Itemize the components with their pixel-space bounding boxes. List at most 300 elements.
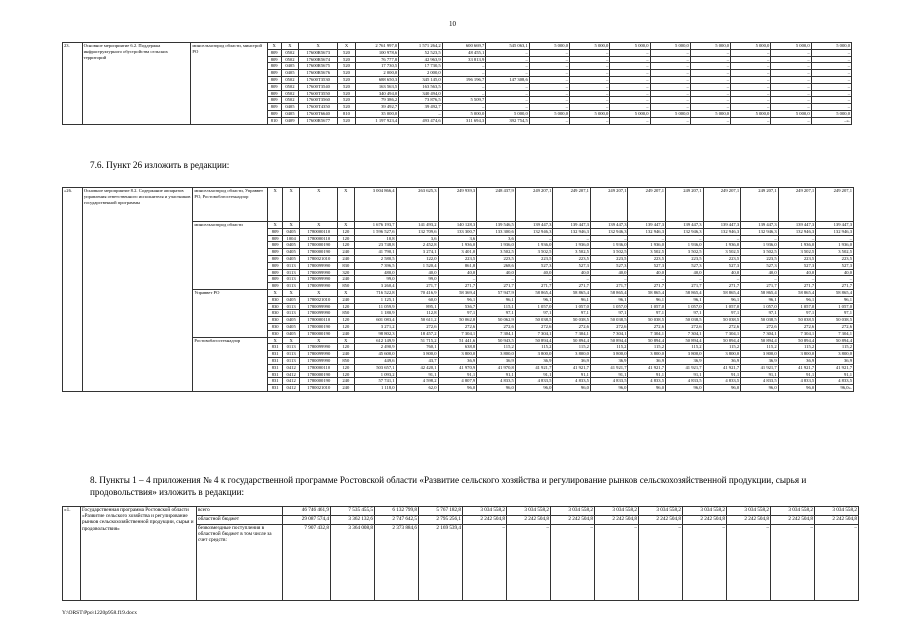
table-cell: 249 207,1 xyxy=(778,188,816,222)
table-cell: 97,1 xyxy=(515,310,553,317)
table-row xyxy=(63,43,852,50)
table-cell: 96,1 xyxy=(438,296,477,303)
table-cell: – xyxy=(703,276,741,283)
table-cell: 7 304,1 xyxy=(477,330,516,337)
table-cell: 831 xyxy=(268,351,282,358)
table-cell: – xyxy=(690,56,730,63)
table-cell: – xyxy=(570,49,610,56)
table-cell: 809 xyxy=(268,228,282,235)
table-cell: 831 xyxy=(268,378,282,385)
table-cell: – xyxy=(778,235,816,242)
table-cell: 2 169 539,4 xyxy=(419,525,463,601)
table-cell: 272,6 xyxy=(816,323,854,330)
table-cell: – xyxy=(690,104,730,111)
table-cell: 5 509,7 xyxy=(442,97,486,104)
table-cell: – xyxy=(650,70,690,77)
table-cell: 0405 xyxy=(282,296,300,303)
table-cell: 1 936,0 xyxy=(666,242,704,249)
table-cell: 1 057,0 xyxy=(628,303,666,310)
table-cell: – xyxy=(486,90,530,97)
table-cell: 42 420,1 xyxy=(396,364,438,371)
table-cell: 830 xyxy=(268,296,282,303)
table-cell: – xyxy=(690,97,730,104)
table-cell: 122,0 xyxy=(396,255,438,262)
table-cell: 3 502,5 xyxy=(477,249,516,256)
table-cell: 50 943,5 xyxy=(477,337,516,344)
table-cell: – xyxy=(486,49,530,56)
table-cell: 809 xyxy=(267,83,281,90)
table-cell: 7 304,1 xyxy=(741,330,779,337)
table-cell: 1 676 193,7 xyxy=(354,222,396,229)
table-cell: 115,2 xyxy=(778,344,816,351)
table-cell: – xyxy=(666,235,704,242)
table-cell: 5 000,0 xyxy=(690,110,730,117)
table-cell: 2 242 504,8 xyxy=(771,516,815,525)
table-cell: 91,1 xyxy=(816,371,854,378)
table-cell: – xyxy=(771,56,811,63)
table-cell: 132 946,3 xyxy=(515,228,553,235)
table-cell: 240 xyxy=(338,330,355,337)
table-cell: 5 000,0 xyxy=(529,110,569,117)
table-cell: 0502 xyxy=(281,97,298,104)
table-cell: – xyxy=(690,70,730,77)
table-cell: 340 494,0 xyxy=(355,90,399,97)
table-cell: 1780000190 xyxy=(300,323,338,330)
table-cell: 809 xyxy=(268,283,282,290)
table-cell: 51 715,2 xyxy=(396,337,438,344)
table-cell: 638,8 xyxy=(438,344,477,351)
table-cell: 1780000110 xyxy=(300,235,338,242)
funding-source-label: безвозмездные поступления в областной бюджет в том числе за счет средств: xyxy=(197,525,283,601)
table-cell: 40,0 xyxy=(590,269,628,276)
table-cell: 850 xyxy=(338,310,355,317)
table-cell: 139 447,3 xyxy=(816,222,854,229)
table-cell: – xyxy=(486,56,530,63)
table-cell: 50 038,5 xyxy=(778,317,816,324)
table-cell: – xyxy=(811,76,851,83)
table-cell: 41 970,8 xyxy=(477,364,516,371)
table-cell: 3 034 558,2 xyxy=(815,507,859,516)
table-cell: – xyxy=(731,56,771,63)
table-cell: 39 492,7 xyxy=(399,104,443,111)
table-cell: 163 563,5 xyxy=(399,83,443,90)
table-cell: – xyxy=(690,83,730,90)
table-cell: 41 921,7 xyxy=(778,364,816,371)
table-cell: 139 447,3 xyxy=(515,222,553,229)
table-cell: 3 034 558,2 xyxy=(507,507,551,516)
table-cell: 6 132 799,8 xyxy=(375,507,419,516)
table-cell: 115,2 xyxy=(477,344,516,351)
table-cell: 17600T6640 xyxy=(299,110,338,117)
table-cell: – xyxy=(771,63,811,70)
table-cell: 809 xyxy=(267,56,281,63)
table-cell: 536,7 xyxy=(438,303,477,310)
table-cell: 240 xyxy=(338,385,355,392)
table-cell: 3 502,5 xyxy=(628,249,666,256)
table-cell: 1 936,0 xyxy=(628,242,666,249)
table-cell: 112,8 xyxy=(396,310,438,317)
table-cell: 3 800,0 xyxy=(515,351,553,358)
table-cell: – xyxy=(529,63,569,70)
table-cell: 895,1 xyxy=(396,303,438,310)
table-cell: 41 790,1 xyxy=(354,249,396,256)
table-cell: 96,0 xyxy=(778,385,816,392)
table-cell: 50 894,4 xyxy=(816,337,854,344)
table-cell: – xyxy=(731,63,771,70)
table-cell: 40,0 xyxy=(628,269,666,276)
table-cell: – xyxy=(741,276,779,283)
table-cell: – xyxy=(731,90,771,97)
table-cell: 96,0 xyxy=(553,385,591,392)
table-cell: 35 000,0 xyxy=(355,110,399,117)
table-cell: 40,0 xyxy=(477,269,516,276)
table-cell: 7 304,1 xyxy=(628,330,666,337)
table-cell: – xyxy=(731,76,771,83)
table-cell: 0405 xyxy=(281,110,298,117)
table-cell: 50 062,8 xyxy=(438,317,477,324)
table-cell: – xyxy=(650,97,690,104)
table-cell: 271,7 xyxy=(396,283,438,290)
table-cell: 1780099990 xyxy=(300,351,338,358)
table-cell: 132 946,3 xyxy=(553,228,591,235)
table-cell: 4 833,5 xyxy=(666,378,704,385)
table-cell: 99,0 xyxy=(396,276,438,283)
section-heading-8: 8. Пункты 1 – 4 приложения № 4 к государственной программе Ростовской области «Развитие сельского хозяйства и регулирование рынков сельскохозяйственной продукции, сырья и продовольствия» изложить в редакции: xyxy=(90,475,807,497)
table-cell: 831 xyxy=(268,344,282,351)
table-cell: 1 125,1 xyxy=(354,296,396,303)
table-cell: 48 455,1 xyxy=(442,49,486,56)
table-cell: 3 502,5 xyxy=(741,249,779,256)
table-cell: 527,3 xyxy=(590,262,628,269)
table-cell: 3 800,0 xyxy=(438,351,477,358)
table-cell: – xyxy=(639,525,683,601)
table-cell: X xyxy=(268,222,282,229)
table-cell: 97,1 xyxy=(741,310,779,317)
table-cell: 39 492,7 xyxy=(355,104,399,111)
table-cell: 223,5 xyxy=(741,255,779,262)
table-cell: – xyxy=(690,117,730,124)
table-cell: 60,0 xyxy=(396,296,438,303)
table-cell: 50 038,5 xyxy=(590,317,628,324)
table-cell: 809 xyxy=(267,63,281,70)
table-cell: – xyxy=(610,63,650,70)
table-cell: 17600R5676 xyxy=(299,70,338,77)
table-cell: 50 038,5 xyxy=(628,317,666,324)
table-cell: 223,5 xyxy=(553,255,591,262)
table-cell: X xyxy=(282,337,300,344)
table-cell: – xyxy=(610,117,650,124)
table-cell: 7 304,1 xyxy=(778,330,816,337)
table-cell: 3 034 558,2 xyxy=(683,507,727,516)
table-cell: 271,7 xyxy=(628,283,666,290)
table-cell: 133 300,6 xyxy=(477,228,516,235)
table-cell: 57 947,9 xyxy=(477,289,516,296)
table-cell: 809 xyxy=(268,269,282,276)
table-cell: X xyxy=(300,222,338,229)
table-cell: – xyxy=(486,63,530,70)
table-cell: 223,5 xyxy=(438,255,477,262)
table-cell: 2 452,8 xyxy=(396,242,438,249)
table-cell: – xyxy=(731,117,771,124)
table-cell: 249 939,3 xyxy=(438,188,477,222)
table-cell: 263 625,3 xyxy=(396,188,438,222)
table-cell: 527,3 xyxy=(666,262,704,269)
table-cell: 1780099990 xyxy=(300,310,338,317)
table-cell: – xyxy=(610,97,650,104)
table-cell: 3 800,0 xyxy=(666,351,704,358)
table-cell: 50 894,4 xyxy=(628,337,666,344)
table-cell: 3 401,0 xyxy=(438,249,477,256)
table-cell: 2 761 997,0 xyxy=(355,43,399,50)
table-cell: – xyxy=(610,49,650,56)
table-cell: 1 936,0 xyxy=(703,242,741,249)
table-cell: 5 000,0 xyxy=(731,43,771,50)
table-cell: – xyxy=(610,76,650,83)
table-cell: 41 921,7 xyxy=(628,364,666,371)
table-cell: 2 000,0 xyxy=(355,70,399,77)
table-cell: 52 523,5 xyxy=(399,49,443,56)
table-cell: 1 093,2 xyxy=(354,371,396,378)
table-cell: – xyxy=(610,70,650,77)
table-cell: – xyxy=(727,525,771,601)
table-cell: X xyxy=(300,289,338,296)
responsible-executor: минсельхозпрод области, Управвет РО, Ростовоблгостехнадзор xyxy=(193,188,268,222)
table-cell: 5 000,0 xyxy=(486,110,530,117)
table-cell: – xyxy=(610,104,650,111)
table-cell: 132 946,3 xyxy=(666,228,704,235)
table-cell: 0113 xyxy=(282,283,300,290)
table-cell: 50 038,5 xyxy=(703,317,741,324)
table-cell: 23 748,8 xyxy=(354,242,396,249)
table-cell: – xyxy=(590,235,628,242)
table-cell: 3 034 558,2 xyxy=(639,507,683,516)
table-cell: – xyxy=(570,117,610,124)
table-cell: 830 xyxy=(268,310,282,317)
table-cell: 4 833,5 xyxy=(553,378,591,385)
table-cell: 0405 xyxy=(282,323,300,330)
table-cell: 5 000,0 xyxy=(690,43,730,50)
table-cell: 36,9 xyxy=(438,357,477,364)
table-cell: 96,0 xyxy=(741,385,779,392)
table-cell: X xyxy=(338,43,355,50)
table-cell: 50 894,4 xyxy=(590,337,628,344)
table-cell: – xyxy=(690,63,730,70)
table-cell: 248 437,9 xyxy=(477,188,516,222)
table-cell: 809 xyxy=(268,249,282,256)
table-cell: 3 004 866,4 xyxy=(354,188,396,222)
table-cell: 0113 xyxy=(282,357,300,364)
table-cell: 4 833,5 xyxy=(703,378,741,385)
table-cell: 830 xyxy=(268,317,282,324)
table-cell: 809 xyxy=(267,97,281,104)
table-cell: 272,6 xyxy=(396,323,438,330)
table-cell: – xyxy=(650,56,690,63)
table-cell: X xyxy=(338,337,355,344)
table-cell: 139 447,3 xyxy=(666,222,704,229)
table-cell: 132 946,3 xyxy=(703,228,741,235)
table-cell: 809 xyxy=(268,262,282,269)
table-cell: X xyxy=(268,337,282,344)
table-cell: 3 034 558,2 xyxy=(551,507,595,516)
table-cell: – xyxy=(690,90,730,97)
table-cell: 50 894,4 xyxy=(703,337,741,344)
table-cell: 861,8 xyxy=(438,262,477,269)
table-cell: 527,3 xyxy=(816,262,854,269)
table-cell: 120 xyxy=(338,323,355,330)
table-cell: 1780099990 xyxy=(300,276,338,283)
table-cell: – xyxy=(771,49,811,56)
table-cell: 850 xyxy=(338,283,355,290)
table-cell: 40,0 xyxy=(703,269,741,276)
table-cell: – xyxy=(463,525,507,601)
table-cell: 1004 xyxy=(282,235,300,242)
table-cell: 0113 xyxy=(282,269,300,276)
table-cell: 4 807,9 xyxy=(438,378,477,385)
responsible-executor: минсельхозпрод области, минстрой РО xyxy=(191,43,267,125)
table-cell: 29 087 574,4 xyxy=(283,516,331,525)
table-cell: – xyxy=(529,76,569,83)
table-cell: 503 657,1 xyxy=(354,364,396,371)
table-cell: 132 946,3 xyxy=(816,228,854,235)
table-cell: – xyxy=(570,56,610,63)
table-cell: 50 038,5 xyxy=(515,317,553,324)
table-row xyxy=(63,188,854,222)
table-cell: 3 502,5 xyxy=(590,249,628,256)
table-cell: 97,1 xyxy=(816,310,854,317)
table-cell: 73 876,5 xyxy=(399,97,443,104)
table-cell: 50 038,5 xyxy=(666,317,704,324)
table-cell: 36,9 xyxy=(477,357,516,364)
table-cell: 115,2 xyxy=(515,344,553,351)
table-cell: – xyxy=(690,49,730,56)
table-cell: 42 963,9 xyxy=(399,56,443,63)
table-cell: 7 304,1 xyxy=(703,330,741,337)
table-cell: X xyxy=(268,289,282,296)
table-cell: 3 034 558,2 xyxy=(727,507,771,516)
table-cell: 320 xyxy=(338,269,355,276)
table-cell: 1780000190 xyxy=(300,371,338,378)
responsible-executor: Ростовоблгостехнадзор xyxy=(193,337,268,391)
table-cell: 120 xyxy=(338,344,355,351)
table-cell: 139 447,3 xyxy=(741,222,779,229)
table-cell: 520 xyxy=(338,117,355,124)
table-cell: – xyxy=(529,70,569,77)
table-cell: 612 149,9 xyxy=(354,337,396,344)
table-cell: 133 300,7 xyxy=(438,228,477,235)
table-cell: 7 304,1 xyxy=(666,330,704,337)
table-cell: – xyxy=(551,525,595,601)
table-cell: 601 083,4 xyxy=(354,317,396,324)
table-cell: 1 936,0 xyxy=(741,242,779,249)
table-cell: 5 000,0 xyxy=(570,43,610,50)
table-cell: – xyxy=(529,104,569,111)
table-cell: 831 xyxy=(268,357,282,364)
table-cell: 830 xyxy=(268,303,282,310)
table-cell: – xyxy=(570,90,610,97)
table-cell: 0412 xyxy=(282,371,300,378)
table-cell: – xyxy=(650,76,690,83)
table-cell: 240 xyxy=(338,296,355,303)
table-cell: 527,3 xyxy=(553,262,591,269)
table-cell: 1780021010 xyxy=(300,255,338,262)
table-cell: – xyxy=(771,76,811,83)
table-cell: 7 304,1 xyxy=(438,330,477,337)
table-cell: 97,1 xyxy=(477,310,516,317)
table-cell: 345 145,0 xyxy=(399,76,443,83)
table-cell: 115,2 xyxy=(553,344,591,351)
table-cell: – xyxy=(507,525,551,601)
table-cell: 96,1 xyxy=(515,296,553,303)
table-cell: – xyxy=(553,276,591,283)
table-cell: – xyxy=(811,104,851,111)
table-cell: – xyxy=(570,97,610,104)
table-cell: 0405 xyxy=(281,104,298,111)
table-cell: 5 000,0 xyxy=(610,110,650,117)
table-cell: 120 xyxy=(338,228,355,235)
table-cell: 5 767 182,8 xyxy=(419,507,463,516)
table-cell: 163 563,5 xyxy=(355,83,399,90)
table-cell: 223,5 xyxy=(703,255,741,262)
table-cell: 115,2 xyxy=(590,344,628,351)
table-cell: 17600T3530 xyxy=(299,76,338,83)
table-cell: – xyxy=(529,97,569,104)
table-cell: 223,5 xyxy=(778,255,816,262)
table-cell: 3 502,5 xyxy=(666,249,704,256)
table-cell: 1780021010 xyxy=(300,296,338,303)
table-cell: – xyxy=(486,97,530,104)
table-cell: X xyxy=(282,289,300,296)
table-cell: X xyxy=(282,188,300,222)
table-cell: 271,7 xyxy=(666,283,704,290)
table-cell: 3,6 xyxy=(477,235,516,242)
table-cell: 1780021010 xyxy=(300,385,338,392)
table-cell: 96,0 xyxy=(628,385,666,392)
activity-table-23 xyxy=(62,42,852,125)
table-cell: – xyxy=(442,90,486,97)
table-cell: 96,1 xyxy=(628,296,666,303)
table-cell: 3 260,4 xyxy=(354,283,396,290)
table-cell: 223,5 xyxy=(515,255,553,262)
table-cell: 3 502,5 xyxy=(553,249,591,256)
table-cell: 3 800,0 xyxy=(477,351,516,358)
table-cell: 58 865,4 xyxy=(515,289,553,296)
table-cell: 96,0». xyxy=(816,385,854,392)
table-cell: 240 xyxy=(338,255,355,262)
table-cell: 4 833,5 xyxy=(741,378,779,385)
table-cell: 1 197 923,4 xyxy=(355,117,399,124)
table-cell: 1 057,0 xyxy=(778,303,816,310)
table-cell: 3 271,2 xyxy=(354,323,396,330)
table-cell: 2 242 504,8 xyxy=(683,516,727,525)
table-cell: 3 364 008,8 xyxy=(331,525,375,601)
table-cell: 2 747 642,5 xyxy=(375,516,419,525)
table-cell: 527,3 xyxy=(703,262,741,269)
table-cell: – xyxy=(529,83,569,90)
table-cell: 147 308,6 xyxy=(486,76,530,83)
table-cell: 50 894,4 xyxy=(741,337,779,344)
table-cell: 520 xyxy=(338,83,355,90)
table-cell: 139 447,3 xyxy=(590,222,628,229)
table-cell: 271,7 xyxy=(778,283,816,290)
table-cell: 57 741,1 xyxy=(354,378,396,385)
table-cell: 132 946,3 xyxy=(590,228,628,235)
table-cell: 4 833,5 xyxy=(515,378,553,385)
table-cell: 3 502,5 xyxy=(816,249,854,256)
item-number: «1. xyxy=(63,507,81,601)
table-cell: 527,3 xyxy=(515,262,553,269)
table-cell: 1780000190 xyxy=(300,330,338,337)
table-cell: 91,1 xyxy=(396,371,438,378)
